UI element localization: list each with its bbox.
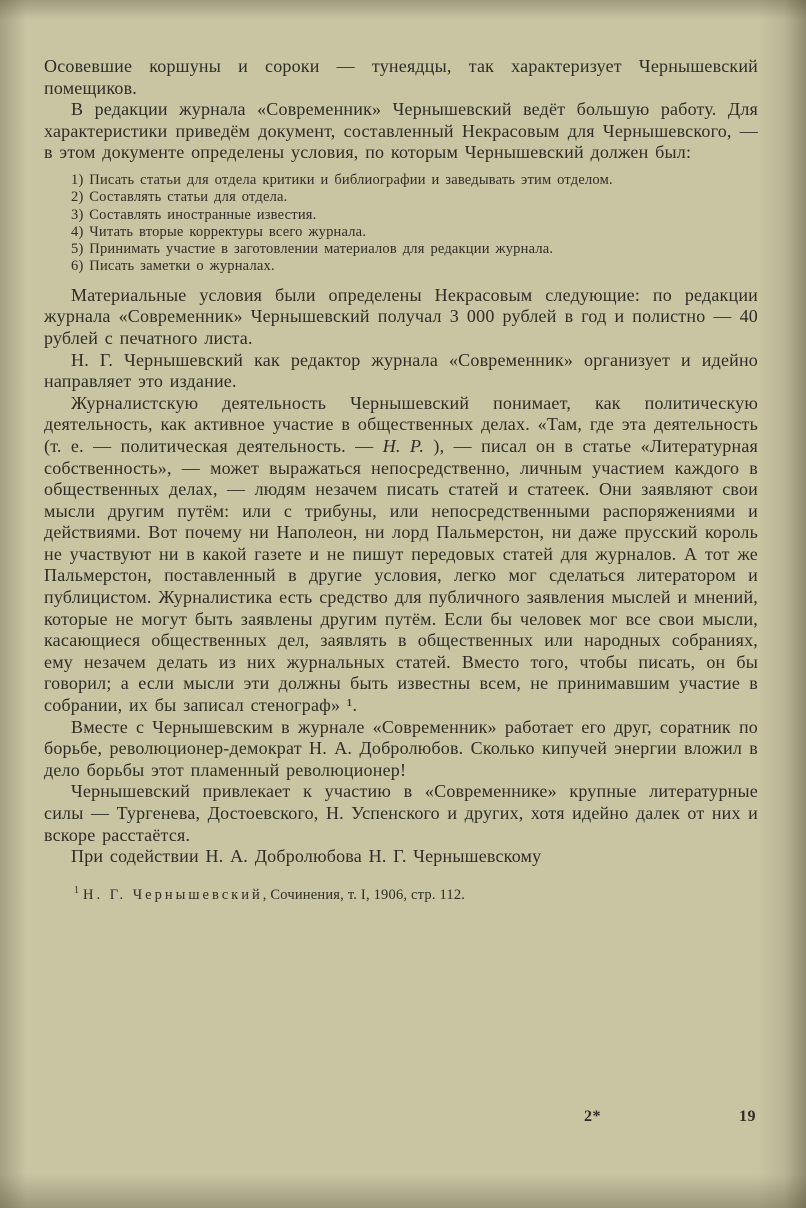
paragraph-continuation: Осовевшие коршуны и сороки — тунеядцы, так характеризует Чернышевский помещиков. (44, 56, 758, 98)
footnote-reference: , Сочинения, т. I, 1906, стр. 112. (262, 886, 466, 903)
footnote-marker: 1 (74, 884, 80, 896)
paragraph-sovremennik-intro: В редакции журнала «Современник» Чернышевский ведёт большую работу. Для характеристики приведём документ, составленный Некрасовым для Чернышевского, — в этом документе определены условия, по которым Чернышевский должен был: (44, 99, 758, 163)
quote-text-before: Журналистскую деятельность Чернышевский понимает, как политическую деятельность, как активное участие в общественных делах. «Там, где эта деятельность (т. е. — политическая деятельность. — (44, 392, 758, 456)
list-item: 1) Писать статьи для отдела критики и библиографии и заведывать этим отделом. (71, 171, 613, 188)
list-item: 2) Составлять статьи для отдела. (71, 189, 288, 206)
list-item: 5) Принимать участие в заготовлении материалов для редакции журнала. (71, 241, 554, 258)
paragraph-literary-forces: Чернышевский привлекает к участию в «Современнике» крупные литературные силы — Тургенева, Достоевского, Н. Успенского и других, хотя идейно далек от них и вскоре расстаётся. (44, 781, 758, 845)
list-item: 6) Писать заметки о журналах. (71, 258, 275, 275)
footnote (44, 882, 758, 904)
signature-mark: 2* (584, 1108, 601, 1125)
paragraph-dobrolyubov: Вместе с Чернышевским в журнале «Современник» работает его друг, соратник по борьбе, революционер-демократ Н. А. Добролюбов. Сколько кипучей энергии вложил в дело борьбы этот пламенный революционер! (44, 716, 758, 780)
paragraph-material-conditions: Материальные условия были определены Некрасовым следующие: по редакции журнала «Современник» Чернышевский получал 3 000 рублей в год и полистно — 40 рублей с печатного листа. (44, 284, 758, 348)
paragraph-editor-role: Н. Г. Чернышевский как редактор журнала «Современник» организует и идейно направляет это издание. (44, 349, 758, 392)
list-item: 3) Составлять иностранные известия. (71, 206, 317, 223)
quote-text-after: ), — писал он в статье «Литературная собственность», — может выражаться непосредственно, личным участием каждого в общественных делах, — людям незачем писать статей и статеек. Они заявляют свои мысли другим путём: или с трибуны, или непосредственными распоряжениями и действиями. Вот почему ни Наполеон, ни лорд Пальмерстон, ни даже прусский король не участвуют ни в какой газете и не пишут передовых статей для журналов. А тот же Пальмерстон, поставленный в другие условия, легко мог сделаться литератором и публицистом. Журналистика есть средство для публичного заявления мыслей и мнений, которые не могут быть заявлены другим путём. Если бы человек мог все свои мысли, касающиеся общественных дел, заявлять в общественных или народных собраниях, ему незачем делать из них журнальных статей. Вместо того, чтобы писать, он бы говорил; а если мысли эти должны быть известны всем, не принимавшим участие в собрании, их бы записал стенограф» ¹. (44, 435, 758, 716)
list-item: 4) Читать вторые корректуры всего журнала. (71, 223, 367, 240)
paragraph-last-line: При содействии Н. А. Добролюбова Н. Г. Чернышевскому (71, 846, 542, 867)
footnote-author: Н. Г. Чернышевский (83, 886, 263, 903)
page-text-block (44, 56, 758, 904)
conditions-list (44, 172, 758, 276)
paragraph-journalism-quote (44, 393, 758, 717)
page-number: 19 (739, 1108, 756, 1125)
quote-initials-italic: Н. Р. (382, 435, 425, 456)
page-footer (44, 1108, 756, 1126)
